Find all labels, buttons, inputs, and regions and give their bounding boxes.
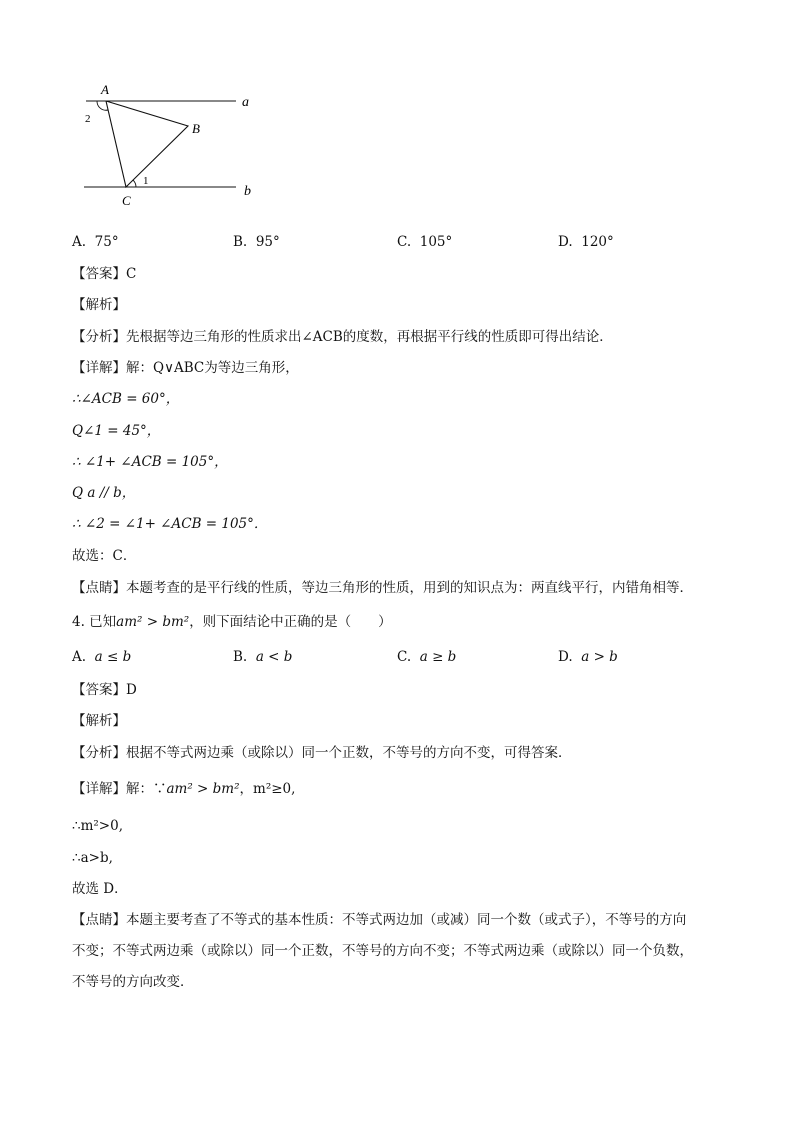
label-B: B (192, 121, 200, 136)
label-line-a: a (242, 95, 249, 110)
q4-detail-1 (72, 779, 295, 799)
q4-stem-suffix: ，则下面结论中正确的是（ ） (189, 614, 392, 630)
q4-analysis-heading: 【解析】 (72, 713, 126, 729)
q3-option-a: A. 75° (72, 234, 119, 250)
q3-analysis: 【分析】先根据等边三角形的性质求出∠ACB的度数，再根据平行线的性质即可得出结论． (72, 329, 613, 345)
q4-options (72, 649, 712, 669)
q4-comment-3: 不等号的方向改变． (72, 974, 194, 990)
q3-analysis-heading: 【解析】 (72, 297, 126, 313)
q3-detail-3: Q∠1 = 45°， (72, 423, 161, 439)
q4-option-a: A. a ≤ b (72, 649, 132, 665)
q4-answer: 【答案】D (72, 682, 137, 698)
label-angle-1: 1 (143, 175, 149, 187)
q4-detail-expr: am² > bm² (166, 781, 240, 797)
q4-option-c: C. a ≥ b (397, 649, 457, 665)
q4-detail-prefix: 【详解】解：∵ (72, 781, 167, 797)
label-angle-2: 2 (85, 113, 91, 125)
q3-comment: 【点睛】本题考查的是平行线的性质，等边三角形的性质，用到的知识点为：两直线平行，内错角相等． (72, 580, 693, 596)
q3-detail-2: ∴∠ACB = 60°， (72, 391, 180, 407)
q4-choose: 故选 D． (72, 881, 128, 897)
label-C: C (122, 193, 131, 208)
q3-detail-5: Q a // b， (72, 485, 136, 501)
q3-choose: 故选：C． (72, 548, 137, 564)
q4-comment-2: 不变；不等式两边乘（或除以）同一个正数，不等号的方向不变；不等式两边乘（或除以）同一个负数， (72, 943, 693, 959)
q4-comment-1: 【点睛】本题主要考查了不等式的基本性质：不等式两边加（或减）同一个数（或式子），不等号的方向 (72, 912, 687, 928)
q4-detail-3: ∴a>b, (72, 850, 113, 866)
q3-option-b: B. 95° (233, 234, 280, 250)
q3-answer: 【答案】C (72, 266, 137, 282)
q4-analysis: 【分析】根据不等式两边乘（或除以）同一个正数，不等号的方向不变，可得答案． (72, 745, 572, 761)
label-A: A (101, 82, 109, 97)
angle-1-arc (133, 180, 136, 187)
q3-option-d: D. 120° (558, 234, 614, 250)
q4-stem-expr: am² > bm² (116, 614, 190, 630)
parallel-lines-triangle-figure (76, 78, 266, 210)
q3-detail-6: ∴ ∠2 = ∠1+ ∠ACB = 105°． (72, 516, 268, 532)
q3-detail-1: 【详解】解：Q∨ABC为等边三角形， (72, 360, 299, 376)
q4-detail-suffix: ，m²≥0, (239, 781, 296, 797)
q3-options (72, 234, 712, 254)
q4-stem (72, 612, 392, 632)
label-line-b: b (244, 184, 251, 199)
q4-option-b: B. a < b (233, 649, 293, 665)
q4-stem-prefix: 4. 已知 (72, 614, 117, 630)
q3-option-c: C. 105° (397, 234, 453, 250)
q4-option-d: D. a > b (558, 649, 618, 665)
q4-detail-2: ∴m²>0, (72, 818, 123, 834)
q3-detail-4: ∴ ∠1+ ∠ACB = 105°， (72, 454, 228, 470)
